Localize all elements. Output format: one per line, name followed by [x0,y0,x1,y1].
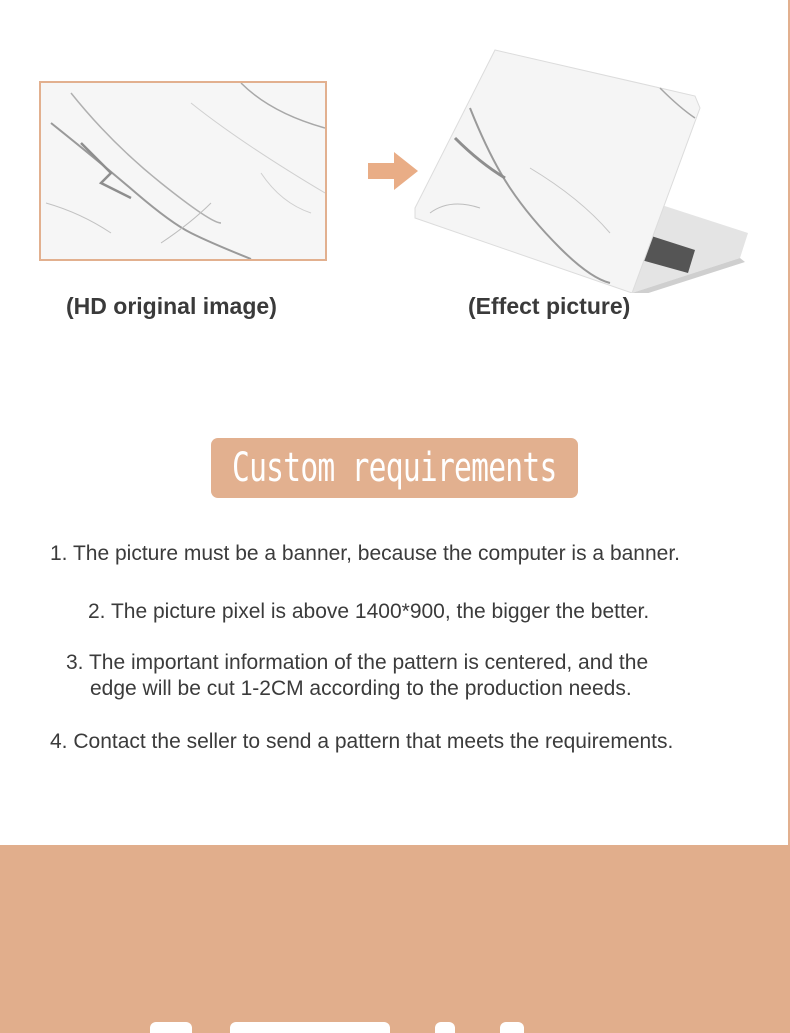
bottom-color-band [0,845,790,1033]
bottom-heading-partial [150,1018,530,1033]
requirement-item-3-continued: edge will be cut 1-2CM according to the production needs. [90,677,632,700]
requirement-item-4: 4. Contact the seller to send a pattern that meets the requirements. [50,730,674,753]
requirement-item-3: 3. The important information of the pattern is centered, and the [66,651,649,674]
caption-hd-original: (HD original image) [66,293,277,319]
caption-effect-picture: (Effect picture) [468,293,631,319]
effect-picture-laptop [410,48,755,293]
banner-title: Custom requirements [232,445,557,491]
requirement-item-2: 2. The picture pixel is above 1400*900, the bigger the better. [88,600,650,623]
hd-original-image [39,81,327,261]
custom-requirements-banner [211,438,578,498]
requirement-item-1: 1. The picture must be a banner, because the computer is a banner. [50,542,681,565]
